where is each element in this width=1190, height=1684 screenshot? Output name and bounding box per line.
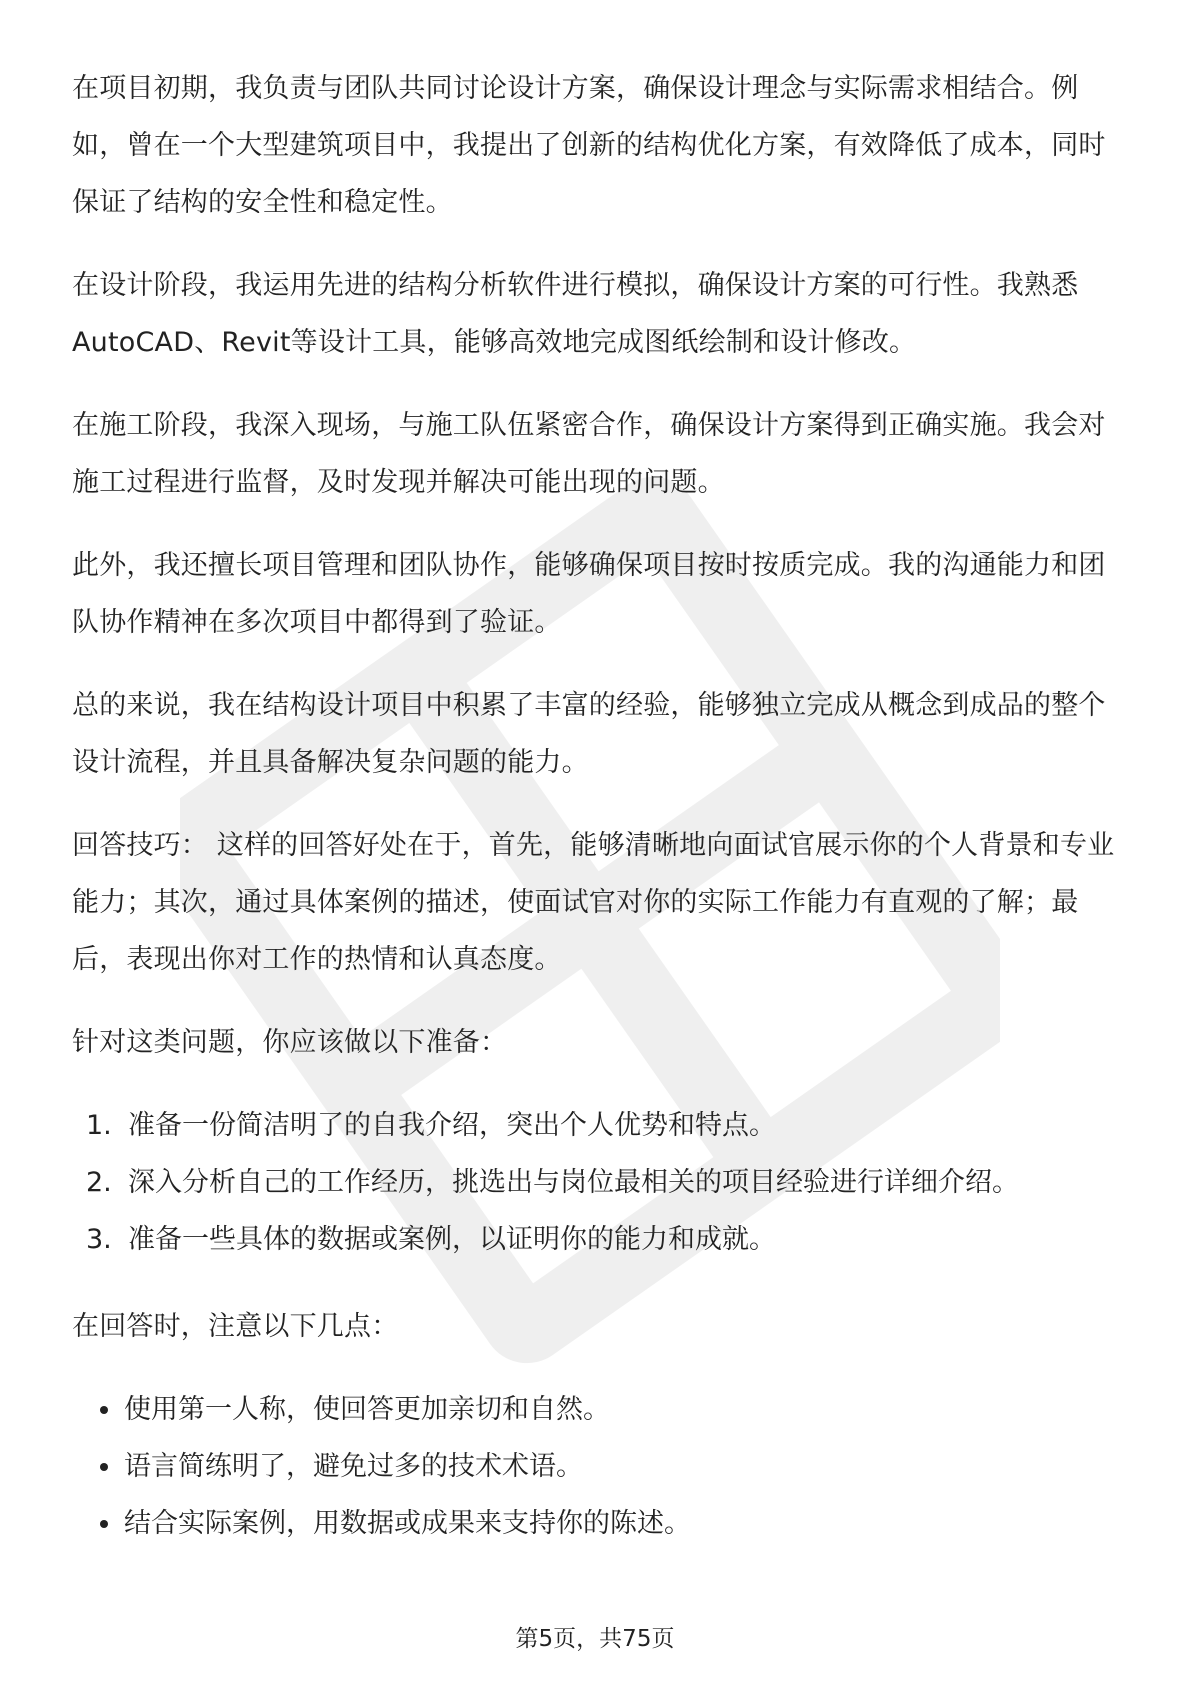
paragraph-summary: 总的来说，我在结构设计项目中积累了丰富的经验，能够独立完成从概念到成品的整个设计流程，并且具备解决复杂问题的能力。 (72, 690, 1106, 778)
list-item (100, 1495, 1122, 1552)
list-item (86, 1097, 1122, 1154)
paragraph-management: 此外，我还擅长项目管理和团队协作，能够确保项目按时按质完成。我的沟通能力和团队协作精神在多次项目中都得到了验证。 (72, 550, 1106, 638)
list-item-text: 深入分析自己的工作经历，挑选出与岗位最相关的项目经验进行详细介绍。 (128, 1167, 1019, 1198)
paragraph-notes-intro: 在回答时，注意以下几点： (72, 1311, 399, 1342)
list-item-text: 准备一份简洁明了的自我介绍，突出个人优势和特点。 (128, 1110, 776, 1141)
list-item-text: 使用第一人称，使回答更加亲切和自然。 (124, 1394, 610, 1425)
page-footer: 第5页，共75页 (515, 1626, 675, 1652)
bullet-icon (100, 1406, 108, 1414)
notes-list (72, 1381, 1122, 1552)
list-item-text: 准备一些具体的数据或案例，以证明你的能力和成就。 (128, 1224, 776, 1255)
paragraph-construction-stage: 在施工阶段，我深入现场，与施工队伍紧密合作，确保设计方案得到正确实施。我会对施工过程进行监督，及时发现并解决可能出现的问题。 (72, 410, 1106, 498)
list-item (86, 1154, 1122, 1211)
list-item (100, 1438, 1122, 1495)
list-item-number: 3. (86, 1224, 112, 1255)
list-item-number: 1. (86, 1110, 112, 1141)
bullet-icon (100, 1520, 108, 1528)
paragraph-design-stage: 在设计阶段，我运用先进的结构分析软件进行模拟，确保设计方案的可行性。我熟悉AutoCAD、Revit等设计工具，能够高效地完成图纸绘制和设计修改。 (72, 270, 1079, 358)
main-content (72, 60, 1122, 1552)
list-item (100, 1381, 1122, 1438)
list-item-number: 2. (86, 1167, 112, 1198)
list-item-text: 语言简练明了，避免过多的技术术语。 (124, 1451, 583, 1482)
list-item-text: 结合实际案例，用数据或成果来支持你的陈述。 (124, 1508, 691, 1539)
prep-list (72, 1097, 1122, 1268)
paragraph-answer-tips: 回答技巧： 这样的回答好处在于，首先，能够清晰地向面试官展示你的个人背景和专业能力；其次，通过具体案例的描述，使面试官对你的实际工作能力有直观的了解；最后，表现出你对工作的热情和认真态度。 (72, 830, 1115, 975)
paragraph-project-initial: 在项目初期，我负责与团队共同讨论设计方案，确保设计理念与实际需求相结合。例如，曾在一个大型建筑项目中，我提出了创新的结构优化方案，有效降低了成本，同时保证了结构的安全性和稳定性。 (72, 73, 1106, 218)
bullet-icon (100, 1463, 108, 1471)
paragraph-prep-intro: 针对这类问题，你应该做以下准备： (72, 1027, 508, 1058)
list-item (86, 1211, 1122, 1268)
